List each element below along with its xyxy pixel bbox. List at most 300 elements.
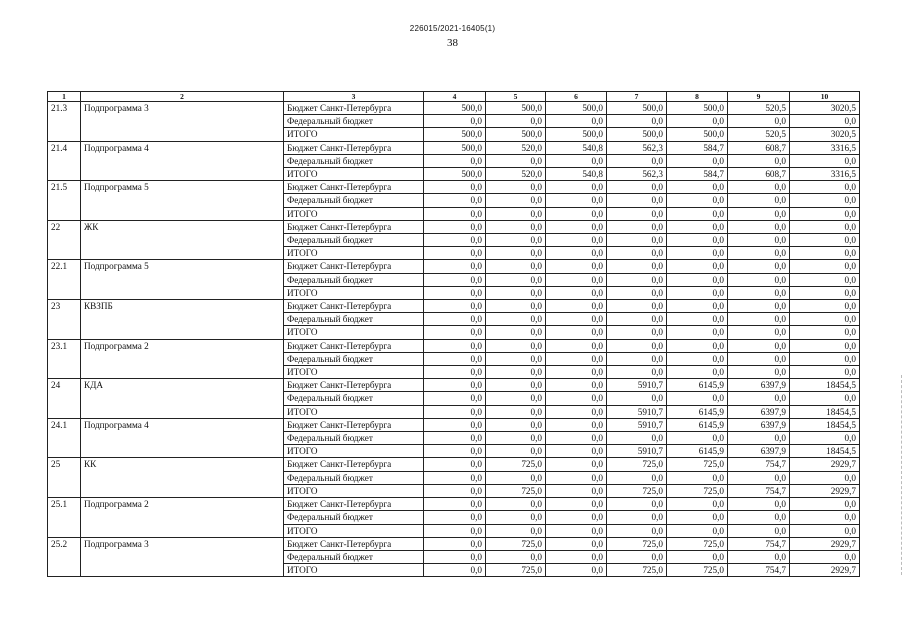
- value-cell: 0,0: [424, 418, 486, 431]
- value-cell: 0,0: [790, 115, 860, 128]
- funding-source-label: Бюджет Санкт-Петербурга: [284, 339, 424, 352]
- value-cell: 0,0: [424, 405, 486, 418]
- funding-source-label: Федеральный бюджет: [284, 234, 424, 247]
- value-cell: 0,0: [424, 326, 486, 339]
- funding-source-label: ИТОГО: [284, 247, 424, 260]
- value-cell: 0,0: [486, 260, 546, 273]
- value-cell: 0,0: [790, 247, 860, 260]
- value-cell: 6397,9: [728, 379, 790, 392]
- value-cell: 562,3: [607, 168, 667, 181]
- value-cell: 0,0: [728, 300, 790, 313]
- value-cell: 2929,7: [790, 537, 860, 550]
- column-header: 1: [48, 92, 81, 102]
- funding-source-label: Федеральный бюджет: [284, 352, 424, 365]
- table-row: [48, 339, 860, 352]
- table-row: [48, 220, 860, 233]
- value-cell: 0,0: [790, 366, 860, 379]
- value-cell: 0,0: [424, 247, 486, 260]
- value-cell: 0,0: [607, 220, 667, 233]
- funding-source-label: Бюджет Санкт-Петербурга: [284, 141, 424, 154]
- value-cell: 500,0: [424, 168, 486, 181]
- value-cell: 500,0: [486, 128, 546, 141]
- value-cell: 6397,9: [728, 445, 790, 458]
- value-cell: 520,5: [728, 128, 790, 141]
- value-cell: 0,0: [486, 418, 546, 431]
- value-cell: 0,0: [546, 484, 607, 497]
- row-name: Подпрограмма 2: [81, 498, 284, 538]
- row-code: 22.1: [48, 260, 81, 300]
- value-cell: 0,0: [790, 392, 860, 405]
- value-cell: 0,0: [424, 313, 486, 326]
- value-cell: 0,0: [790, 154, 860, 167]
- value-cell: 0,0: [728, 181, 790, 194]
- value-cell: 0,0: [790, 326, 860, 339]
- table-row: [48, 537, 860, 550]
- value-cell: 0,0: [546, 207, 607, 220]
- funding-source-label: Бюджет Санкт-Петербурга: [284, 102, 424, 115]
- value-cell: 0,0: [546, 181, 607, 194]
- value-cell: 0,0: [607, 498, 667, 511]
- value-cell: 0,0: [424, 234, 486, 247]
- value-cell: 520,5: [728, 102, 790, 115]
- table-row: [48, 418, 860, 431]
- column-header: 9: [728, 92, 790, 102]
- value-cell: 0,0: [486, 300, 546, 313]
- value-cell: 0,0: [424, 498, 486, 511]
- table-row: [48, 458, 860, 471]
- value-cell: 0,0: [546, 154, 607, 167]
- funding-source-label: Федеральный бюджет: [284, 550, 424, 563]
- value-cell: 0,0: [424, 471, 486, 484]
- value-cell: 6397,9: [728, 405, 790, 418]
- funding-source-label: ИТОГО: [284, 524, 424, 537]
- value-cell: 18454,5: [790, 445, 860, 458]
- value-cell: 0,0: [424, 273, 486, 286]
- value-cell: 0,0: [667, 339, 728, 352]
- value-cell: 0,0: [790, 181, 860, 194]
- value-cell: 0,0: [486, 352, 546, 365]
- value-cell: 562,3: [607, 141, 667, 154]
- value-cell: 0,0: [486, 366, 546, 379]
- value-cell: 6145,9: [667, 418, 728, 431]
- column-header-row: [48, 92, 860, 102]
- value-cell: 0,0: [728, 366, 790, 379]
- value-cell: 0,0: [486, 550, 546, 563]
- funding-source-label: Бюджет Санкт-Петербурга: [284, 181, 424, 194]
- value-cell: 725,0: [607, 458, 667, 471]
- value-cell: 0,0: [607, 339, 667, 352]
- row-name: Подпрограмма 4: [81, 141, 284, 181]
- value-cell: 0,0: [424, 524, 486, 537]
- value-cell: 5910,7: [607, 445, 667, 458]
- value-cell: 0,0: [607, 115, 667, 128]
- value-cell: 0,0: [486, 234, 546, 247]
- value-cell: 0,0: [486, 524, 546, 537]
- value-cell: 0,0: [667, 260, 728, 273]
- row-code: 25.1: [48, 498, 81, 538]
- value-cell: 0,0: [486, 247, 546, 260]
- row-name: Подпрограмма 3: [81, 537, 284, 577]
- column-header: 8: [667, 92, 728, 102]
- value-cell: 0,0: [790, 207, 860, 220]
- value-cell: 0,0: [728, 524, 790, 537]
- value-cell: 0,0: [607, 194, 667, 207]
- value-cell: 0,0: [667, 326, 728, 339]
- value-cell: 0,0: [424, 511, 486, 524]
- value-cell: 725,0: [667, 537, 728, 550]
- value-cell: 0,0: [424, 181, 486, 194]
- value-cell: 0,0: [546, 471, 607, 484]
- row-name: ЖК: [81, 220, 284, 260]
- value-cell: 0,0: [728, 220, 790, 233]
- value-cell: 5910,7: [607, 418, 667, 431]
- value-cell: 0,0: [546, 220, 607, 233]
- row-name: Подпрограмма 5: [81, 181, 284, 221]
- table-row: [48, 181, 860, 194]
- value-cell: 0,0: [667, 524, 728, 537]
- value-cell: 5910,7: [607, 379, 667, 392]
- value-cell: 0,0: [486, 511, 546, 524]
- value-cell: 0,0: [667, 286, 728, 299]
- value-cell: 0,0: [424, 379, 486, 392]
- funding-source-label: ИТОГО: [284, 168, 424, 181]
- value-cell: 608,7: [728, 168, 790, 181]
- table-body: [48, 102, 860, 577]
- row-code: 24.1: [48, 418, 81, 458]
- value-cell: 0,0: [424, 445, 486, 458]
- value-cell: 0,0: [546, 405, 607, 418]
- document-id: 226015/2021-16405(1): [409, 24, 496, 33]
- funding-source-label: ИТОГО: [284, 564, 424, 577]
- value-cell: 0,0: [607, 524, 667, 537]
- value-cell: 0,0: [546, 432, 607, 445]
- funding-source-label: Бюджет Санкт-Петербурга: [284, 260, 424, 273]
- row-name: КВЗПБ: [81, 300, 284, 340]
- value-cell: 0,0: [728, 471, 790, 484]
- value-cell: 520,0: [486, 168, 546, 181]
- row-code: 23: [48, 300, 81, 340]
- value-cell: 0,0: [667, 471, 728, 484]
- value-cell: 540,8: [546, 141, 607, 154]
- value-cell: 2929,7: [790, 458, 860, 471]
- value-cell: 0,0: [546, 273, 607, 286]
- value-cell: 0,0: [790, 524, 860, 537]
- value-cell: 0,0: [607, 432, 667, 445]
- value-cell: 0,0: [667, 247, 728, 260]
- value-cell: 0,0: [424, 220, 486, 233]
- table-row: [48, 102, 860, 115]
- value-cell: 0,0: [424, 432, 486, 445]
- funding-source-label: Федеральный бюджет: [284, 313, 424, 326]
- value-cell: 0,0: [424, 392, 486, 405]
- value-cell: 0,0: [790, 432, 860, 445]
- value-cell: 0,0: [667, 220, 728, 233]
- value-cell: 0,0: [728, 234, 790, 247]
- value-cell: 0,0: [486, 115, 546, 128]
- value-cell: 0,0: [790, 498, 860, 511]
- funding-source-label: ИТОГО: [284, 445, 424, 458]
- value-cell: 0,0: [667, 181, 728, 194]
- value-cell: 0,0: [546, 550, 607, 563]
- row-code: 22: [48, 220, 81, 260]
- value-cell: 0,0: [486, 313, 546, 326]
- value-cell: 0,0: [546, 379, 607, 392]
- value-cell: 0,0: [546, 260, 607, 273]
- value-cell: 0,0: [728, 339, 790, 352]
- value-cell: 0,0: [424, 154, 486, 167]
- value-cell: 0,0: [546, 234, 607, 247]
- value-cell: 0,0: [486, 286, 546, 299]
- value-cell: 0,0: [486, 471, 546, 484]
- value-cell: 0,0: [424, 537, 486, 550]
- row-name: КДА: [81, 379, 284, 419]
- value-cell: 18454,5: [790, 418, 860, 431]
- value-cell: 725,0: [486, 564, 546, 577]
- value-cell: 0,0: [486, 181, 546, 194]
- value-cell: 0,0: [607, 300, 667, 313]
- value-cell: 0,0: [790, 352, 860, 365]
- value-cell: 584,7: [667, 141, 728, 154]
- value-cell: 0,0: [728, 498, 790, 511]
- value-cell: 0,0: [667, 366, 728, 379]
- value-cell: 0,0: [486, 154, 546, 167]
- funding-source-label: ИТОГО: [284, 484, 424, 497]
- value-cell: 0,0: [607, 366, 667, 379]
- value-cell: 0,0: [486, 326, 546, 339]
- value-cell: 0,0: [546, 537, 607, 550]
- row-code: 21.5: [48, 181, 81, 221]
- value-cell: 0,0: [790, 511, 860, 524]
- value-cell: 0,0: [667, 511, 728, 524]
- value-cell: 0,0: [546, 445, 607, 458]
- value-cell: 0,0: [424, 194, 486, 207]
- value-cell: 500,0: [424, 128, 486, 141]
- row-code: 24: [48, 379, 81, 419]
- table-row: [48, 260, 860, 273]
- column-header: 2: [81, 92, 284, 102]
- value-cell: 0,0: [728, 273, 790, 286]
- value-cell: 0,0: [607, 273, 667, 286]
- value-cell: 725,0: [667, 564, 728, 577]
- column-header: 10: [790, 92, 860, 102]
- value-cell: 0,0: [790, 234, 860, 247]
- value-cell: 0,0: [728, 550, 790, 563]
- funding-source-label: Федеральный бюджет: [284, 432, 424, 445]
- funding-source-label: Федеральный бюджет: [284, 471, 424, 484]
- funding-source-label: ИТОГО: [284, 128, 424, 141]
- table-row: [48, 379, 860, 392]
- value-cell: 0,0: [607, 550, 667, 563]
- value-cell: 0,0: [667, 432, 728, 445]
- value-cell: 0,0: [607, 352, 667, 365]
- value-cell: 0,0: [790, 286, 860, 299]
- value-cell: 0,0: [667, 194, 728, 207]
- value-cell: 0,0: [790, 260, 860, 273]
- value-cell: 0,0: [486, 273, 546, 286]
- funding-source-label: Бюджет Санкт-Петербурга: [284, 458, 424, 471]
- value-cell: 725,0: [486, 537, 546, 550]
- value-cell: 0,0: [667, 550, 728, 563]
- value-cell: 725,0: [607, 484, 667, 497]
- value-cell: 0,0: [728, 194, 790, 207]
- row-name: Подпрограмма 3: [81, 102, 284, 142]
- funding-source-label: Федеральный бюджет: [284, 273, 424, 286]
- funding-source-label: Федеральный бюджет: [284, 154, 424, 167]
- value-cell: 0,0: [607, 207, 667, 220]
- value-cell: 0,0: [546, 418, 607, 431]
- value-cell: 0,0: [424, 352, 486, 365]
- value-cell: 6145,9: [667, 445, 728, 458]
- value-cell: 0,0: [486, 445, 546, 458]
- value-cell: 0,0: [607, 286, 667, 299]
- value-cell: 6145,9: [667, 379, 728, 392]
- value-cell: 0,0: [424, 484, 486, 497]
- table-row: [48, 300, 860, 313]
- value-cell: 0,0: [486, 339, 546, 352]
- value-cell: 0,0: [667, 273, 728, 286]
- value-cell: 0,0: [790, 471, 860, 484]
- value-cell: 0,0: [667, 498, 728, 511]
- value-cell: 0,0: [790, 339, 860, 352]
- funding-source-label: ИТОГО: [284, 326, 424, 339]
- value-cell: 0,0: [667, 154, 728, 167]
- value-cell: 0,0: [728, 154, 790, 167]
- value-cell: 0,0: [546, 313, 607, 326]
- funding-source-label: Бюджет Санкт-Петербурга: [284, 418, 424, 431]
- value-cell: 0,0: [424, 115, 486, 128]
- value-cell: 18454,5: [790, 405, 860, 418]
- column-header: 7: [607, 92, 667, 102]
- column-header: 6: [546, 92, 607, 102]
- value-cell: 0,0: [546, 366, 607, 379]
- funding-source-label: Федеральный бюджет: [284, 194, 424, 207]
- funding-source-label: ИТОГО: [284, 405, 424, 418]
- value-cell: 0,0: [607, 326, 667, 339]
- value-cell: 0,0: [728, 247, 790, 260]
- value-cell: 725,0: [667, 484, 728, 497]
- value-cell: 0,0: [424, 286, 486, 299]
- value-cell: 0,0: [728, 286, 790, 299]
- column-header: 4: [424, 92, 486, 102]
- value-cell: 0,0: [607, 471, 667, 484]
- value-cell: 754,7: [728, 564, 790, 577]
- value-cell: 0,0: [546, 564, 607, 577]
- value-cell: 0,0: [667, 392, 728, 405]
- value-cell: 0,0: [546, 326, 607, 339]
- value-cell: 0,0: [486, 392, 546, 405]
- page-number: 38: [447, 37, 458, 49]
- value-cell: 0,0: [790, 550, 860, 563]
- value-cell: 0,0: [546, 115, 607, 128]
- funding-source-label: Федеральный бюджет: [284, 511, 424, 524]
- value-cell: 3316,5: [790, 141, 860, 154]
- row-code: 25: [48, 458, 81, 498]
- value-cell: 540,8: [546, 168, 607, 181]
- value-cell: 6145,9: [667, 405, 728, 418]
- value-cell: 0,0: [607, 313, 667, 326]
- value-cell: 0,0: [486, 220, 546, 233]
- value-cell: 2929,7: [790, 484, 860, 497]
- value-cell: 0,0: [728, 313, 790, 326]
- row-code: 21.3: [48, 102, 81, 142]
- value-cell: 0,0: [728, 392, 790, 405]
- column-header: 3: [284, 92, 424, 102]
- column-header: 5: [486, 92, 546, 102]
- value-cell: 0,0: [546, 392, 607, 405]
- funding-source-label: ИТОГО: [284, 207, 424, 220]
- value-cell: 608,7: [728, 141, 790, 154]
- funding-source-label: Бюджет Санкт-Петербурга: [284, 498, 424, 511]
- value-cell: 0,0: [667, 352, 728, 365]
- value-cell: 0,0: [667, 313, 728, 326]
- value-cell: 18454,5: [790, 379, 860, 392]
- row-name: Подпрограмма 2: [81, 339, 284, 379]
- value-cell: 0,0: [790, 194, 860, 207]
- value-cell: 0,0: [790, 300, 860, 313]
- value-cell: 0,0: [667, 115, 728, 128]
- value-cell: 0,0: [607, 260, 667, 273]
- value-cell: 3020,5: [790, 102, 860, 115]
- value-cell: 0,0: [424, 300, 486, 313]
- value-cell: 584,7: [667, 168, 728, 181]
- table-row: [48, 141, 860, 154]
- funding-source-label: Бюджет Санкт-Петербурга: [284, 300, 424, 313]
- value-cell: 0,0: [667, 300, 728, 313]
- value-cell: 0,0: [728, 115, 790, 128]
- value-cell: 0,0: [607, 511, 667, 524]
- table-row: [48, 498, 860, 511]
- value-cell: 725,0: [607, 564, 667, 577]
- funding-source-label: ИТОГО: [284, 366, 424, 379]
- value-cell: 0,0: [728, 511, 790, 524]
- row-name: Подпрограмма 5: [81, 260, 284, 300]
- funding-source-label: Бюджет Санкт-Петербурга: [284, 537, 424, 550]
- value-cell: 754,7: [728, 484, 790, 497]
- value-cell: 0,0: [728, 207, 790, 220]
- value-cell: 0,0: [546, 286, 607, 299]
- value-cell: 2929,7: [790, 564, 860, 577]
- value-cell: 0,0: [546, 300, 607, 313]
- budget-table: [47, 91, 860, 577]
- value-cell: 0,0: [790, 313, 860, 326]
- funding-source-label: ИТОГО: [284, 286, 424, 299]
- funding-source-label: Бюджет Санкт-Петербурга: [284, 220, 424, 233]
- value-cell: 0,0: [486, 194, 546, 207]
- value-cell: 0,0: [424, 207, 486, 220]
- value-cell: 0,0: [546, 339, 607, 352]
- value-cell: 0,0: [424, 366, 486, 379]
- value-cell: 0,0: [546, 458, 607, 471]
- value-cell: 0,0: [424, 458, 486, 471]
- value-cell: 0,0: [728, 260, 790, 273]
- value-cell: 500,0: [424, 141, 486, 154]
- value-cell: 0,0: [424, 339, 486, 352]
- value-cell: 500,0: [607, 102, 667, 115]
- value-cell: 0,0: [546, 247, 607, 260]
- value-cell: 520,0: [486, 141, 546, 154]
- funding-source-label: Федеральный бюджет: [284, 115, 424, 128]
- value-cell: 0,0: [486, 432, 546, 445]
- value-cell: 0,0: [607, 247, 667, 260]
- row-name: КК: [81, 458, 284, 498]
- value-cell: 6397,9: [728, 418, 790, 431]
- row-code: 25.2: [48, 537, 81, 577]
- row-code: 21.4: [48, 141, 81, 181]
- value-cell: 0,0: [424, 260, 486, 273]
- value-cell: 0,0: [424, 550, 486, 563]
- value-cell: 500,0: [424, 102, 486, 115]
- value-cell: 0,0: [728, 326, 790, 339]
